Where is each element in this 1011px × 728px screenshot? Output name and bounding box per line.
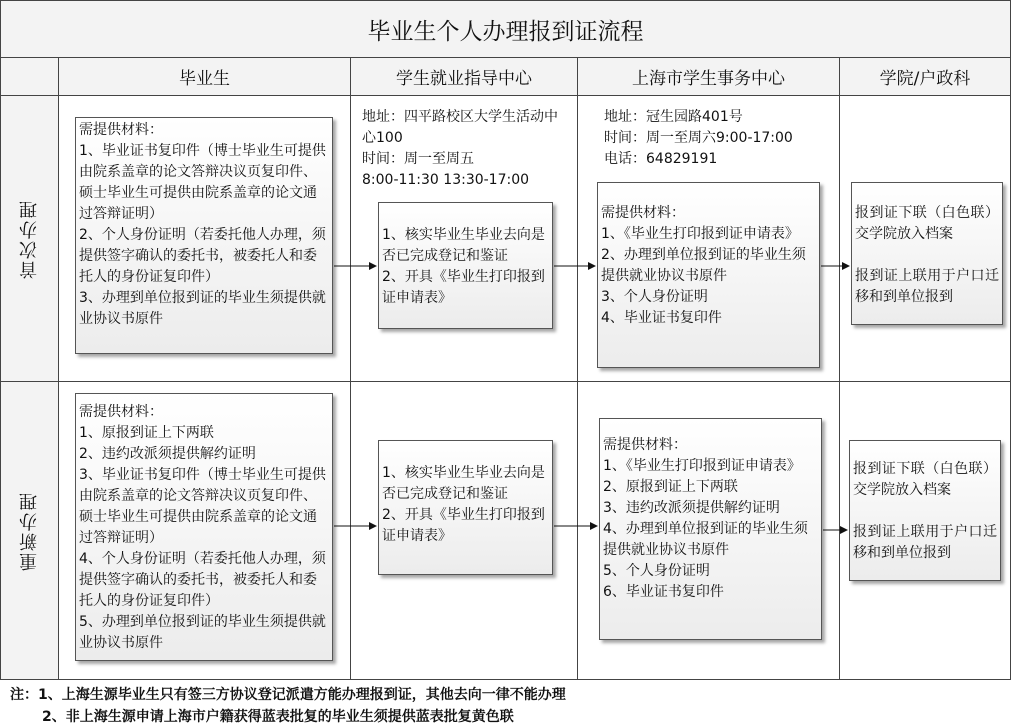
second-graduate-materials-box: 需提供材料： 1、原报到证上下两联 2、违约改派须提供解约证明 3、毕业证书复印件（博士毕业生可提供由院系盖章的论文答辩决议页复印件、硕士毕业生可提供由院系盖章的论文通过答辩证明） 4、个人身份证明（若委托他人办理，须提供签字确认的委托书，被委托人和委托人的身份证复印件） 5、办理到单位报到证的毕业生须提供就业协议书原件 <box>75 393 333 661</box>
column-header-graduate: 毕业生 <box>58 57 351 96</box>
row-header-first-label: 首次办理 <box>18 198 40 279</box>
shanghai-center-info: 地址：冠生园路401号 时间：周一至周六9:00-17:00 电话：64829191 <box>604 109 793 167</box>
column-header-shanghai-center: 上海市学生事务中心 <box>577 57 840 96</box>
column-header-career-center: 学生就业指导中心 <box>350 57 578 96</box>
column-header-college: 学院/户政科 <box>839 57 1011 96</box>
note-2: 2、非上海生源申请上海市户籍获得蓝表批复的毕业生须提供蓝表批复黄色联 <box>42 709 514 725</box>
row-header-second-label: 重新办理 <box>18 490 40 571</box>
first-shanghai-materials-box: 需提供材料： 1、《毕业生打印报到证申请表》 2、办理到单位报到证的毕业生须提供就业协议书原件 3、个人身份证明 4、毕业证书复印件 <box>597 182 820 368</box>
first-graduate-materials-box: 需提供材料： 1、毕业证书复印件（博士毕业生可提供由院系盖章的论文答辩决议页复印件、硕士毕业生可提供由院系盖章的论文通过答辩证明） 2、个人身份证明（若委托他人办理，须提供签字确认的委托书，被委托人和委托人的身份证复印件） 3、办理到单位报到证的毕业生须提供就业协议书原件 <box>75 117 333 354</box>
second-center-process-box: 1、核实毕业生毕业去向是否已完成登记和鉴证 2、开具《毕业生打印报到证申请表》 <box>378 440 553 575</box>
second-shanghai-materials-box: 需提供材料： 1、《毕业生打印报到证申请表》 2、原报到证上下两联 3、违约改派须提供解约证明 4、办理到单位报到证的毕业生须提供就业协议书原件 5、个人身份证明 6、毕业证书复印件 <box>599 418 822 640</box>
note-1: 注：1、上海生源毕业生只有签三方协议登记派遣方能办理报到证，其他去向一律不能办理 <box>10 687 566 703</box>
second-college-box: 报到证下联（白色联）交学院放入档案 报到证上联用于户口迁移和到单位报到 <box>849 440 1001 581</box>
first-center-process-box: 1、核实毕业生毕业去向是否已完成登记和鉴证 2、开具《毕业生打印报到证申请表》 <box>378 202 553 329</box>
career-center-info: 地址：四平路校区大学生活动中心100 时间：周一至周五 8:00-11:30 13:30-17:00 <box>362 109 558 188</box>
first-college-box: 报到证下联（白色联）交学院放入档案 报到证上联用于户口迁移和到单位报到 <box>851 182 1003 325</box>
diagram-title: 毕业生个人办理报到证流程 <box>0 0 1011 58</box>
